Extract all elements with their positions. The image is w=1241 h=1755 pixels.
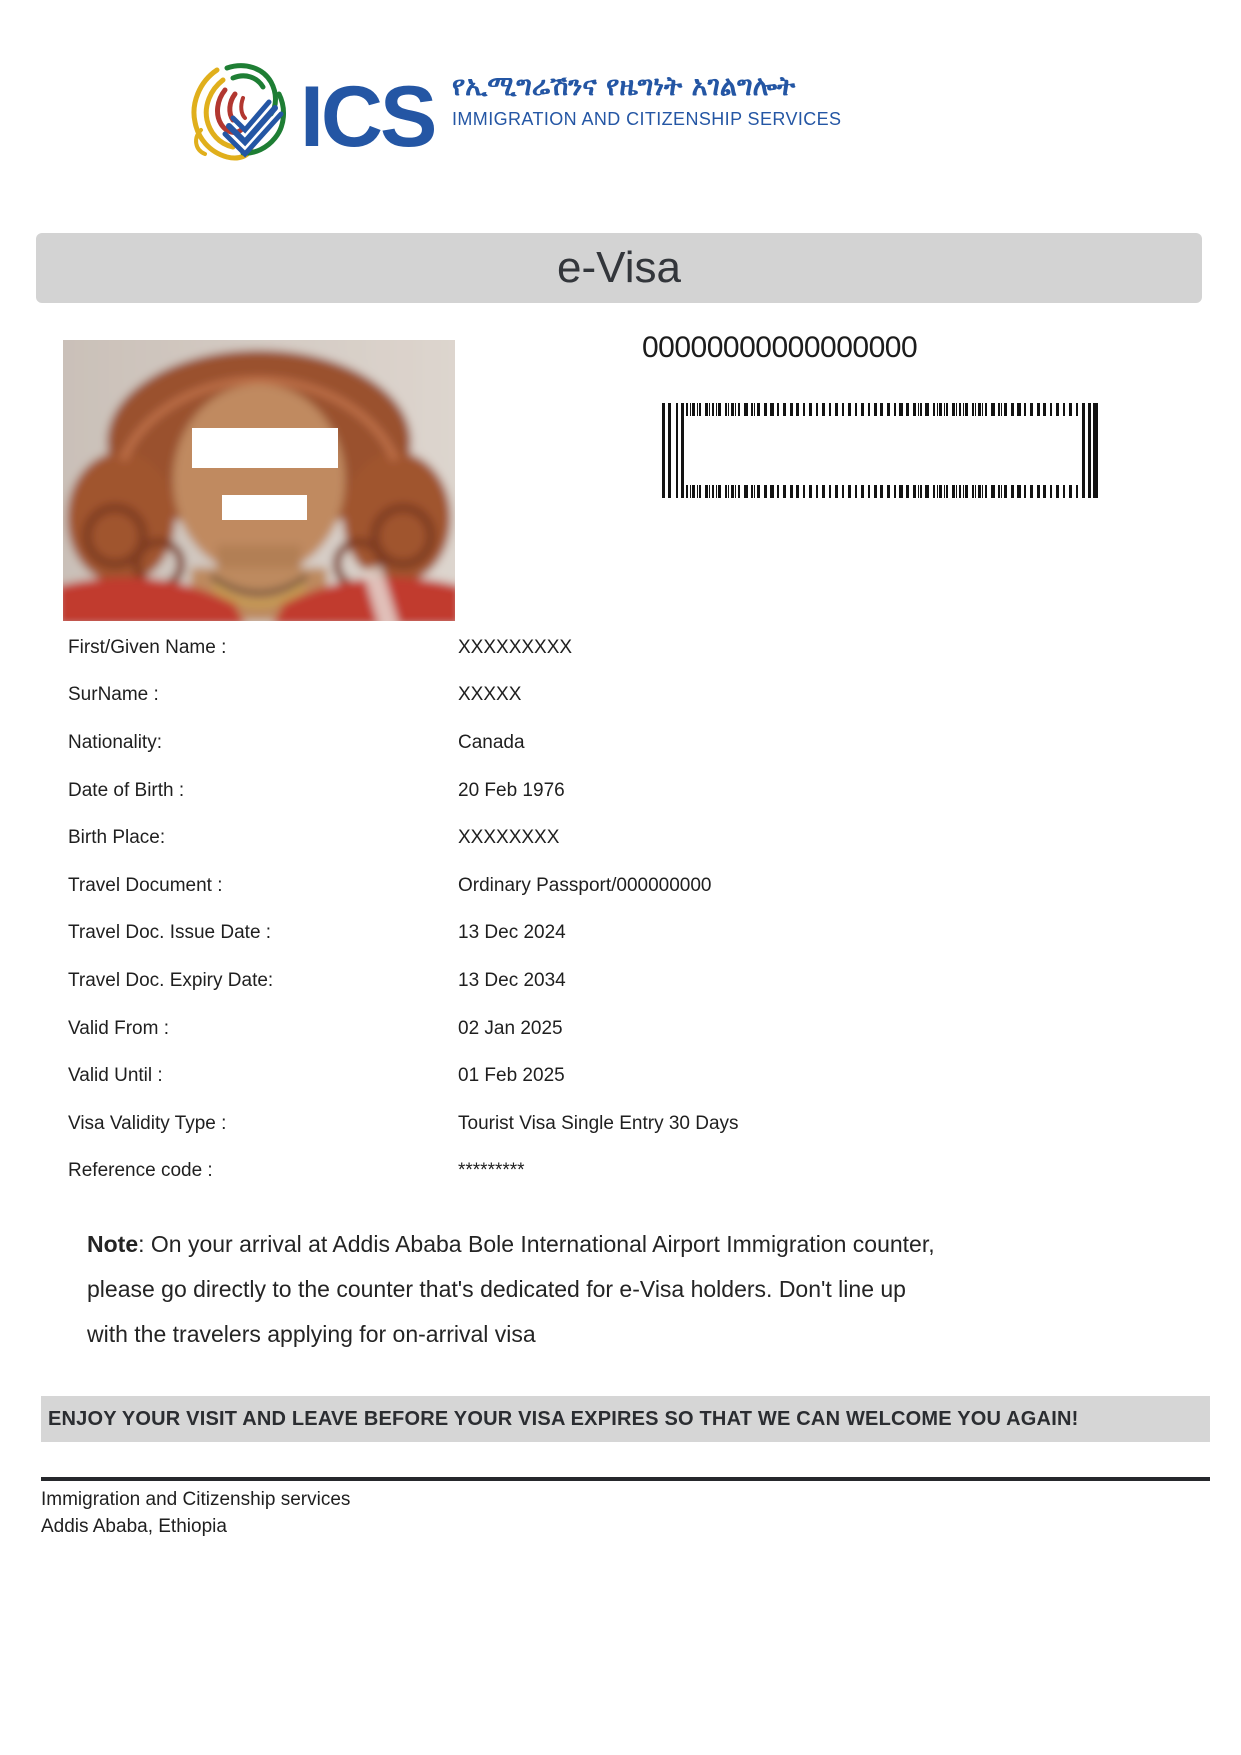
eye-redaction-bar — [192, 428, 338, 468]
barcode-top-strip — [686, 403, 1080, 416]
field-value: 01 Feb 2025 — [458, 1065, 565, 1087]
english-title: IMMIGRATION AND CITIZENSHIP SERVICES — [452, 109, 842, 129]
field-row-date-of-birth — [68, 767, 1178, 815]
ics-wordmark: ICS — [300, 69, 435, 165]
field-label: Visa Validity Type : — [68, 1112, 227, 1134]
mouth-redaction-bar — [222, 495, 307, 520]
field-label: Date of Birth : — [68, 779, 185, 801]
field-value: Tourist Visa Single Entry 30 Days — [458, 1112, 739, 1134]
field-row-valid-from — [68, 1005, 1178, 1053]
field-value: XXXXXXXX — [458, 827, 560, 849]
field-label: Birth Place: — [68, 827, 166, 849]
field-label: Valid Until : — [68, 1065, 163, 1087]
field-row-valid-until — [68, 1052, 1178, 1100]
applicant-photo — [63, 340, 455, 621]
footer-location: Addis Ababa, Ethiopia — [41, 1516, 227, 1537]
field-label: Travel Document : — [68, 874, 223, 896]
field-row-given-name — [68, 624, 1178, 672]
field-row-doc-issue-date — [68, 910, 1178, 958]
barcode — [662, 403, 1098, 498]
field-value: ********* — [458, 1160, 525, 1182]
field-value: Ordinary Passport/000000000 — [458, 874, 712, 896]
field-label: First/Given Name : — [68, 636, 227, 658]
field-row-reference-code — [68, 1148, 1178, 1196]
field-value: XXXXXXXXX — [458, 636, 573, 658]
field-row-visa-validity-type — [68, 1100, 1178, 1148]
field-label: Nationality: — [68, 731, 162, 753]
field-row-doc-expiry-date — [68, 957, 1178, 1005]
field-label: Reference code : — [68, 1160, 213, 1182]
barcode-left-bars — [662, 403, 684, 498]
ics-fingerprint-logo-icon — [183, 60, 295, 165]
amharic-title: የኢሚግሬሽንና የዜግነት አገልግሎት — [452, 71, 796, 102]
visa-number: 00000000000000000 — [642, 331, 918, 364]
enjoy-visit-banner: ENJOY YOUR VISIT AND LEAVE BEFORE YOUR VISA EXPIRES SO THAT WE CAN WELCOME YOU AGAIN! — [41, 1396, 1210, 1442]
footer-divider — [41, 1477, 1210, 1481]
field-row-birth-place — [68, 814, 1178, 862]
field-row-travel-document — [68, 862, 1178, 910]
field-value: 13 Dec 2024 — [458, 922, 566, 944]
field-value: 20 Feb 1976 — [458, 779, 565, 801]
barcode-bottom-strip — [686, 485, 1080, 498]
page-title: e-Visa — [557, 243, 681, 292]
footer — [41, 1486, 350, 1540]
barcode-right-bars — [1082, 403, 1098, 498]
field-label: SurName : — [68, 684, 159, 706]
field-label: Travel Doc. Expiry Date: — [68, 969, 274, 991]
field-row-surname — [68, 672, 1178, 720]
note-label: Note — [87, 1231, 139, 1257]
footer-org: Immigration and Citizenship services — [41, 1489, 351, 1510]
field-label: Valid From : — [68, 1017, 170, 1039]
field-label: Travel Doc. Issue Date : — [68, 922, 272, 944]
note-text: Note: On your arrival at Addis Ababa Bole International Airport Immigration counter, please go directly to the counter that's dedicated for e-Visa holders. Don't line up with the travelers applying for on-arrival visa — [87, 1231, 935, 1347]
evisa-title-banner — [36, 233, 1202, 303]
field-value: Canada — [458, 731, 525, 753]
field-value: 13 Dec 2034 — [458, 969, 566, 991]
field-row-nationality — [68, 719, 1178, 767]
field-value: XXXXX — [458, 684, 522, 706]
field-value: 02 Jan 2025 — [458, 1017, 563, 1039]
visa-fields — [68, 624, 1178, 1195]
